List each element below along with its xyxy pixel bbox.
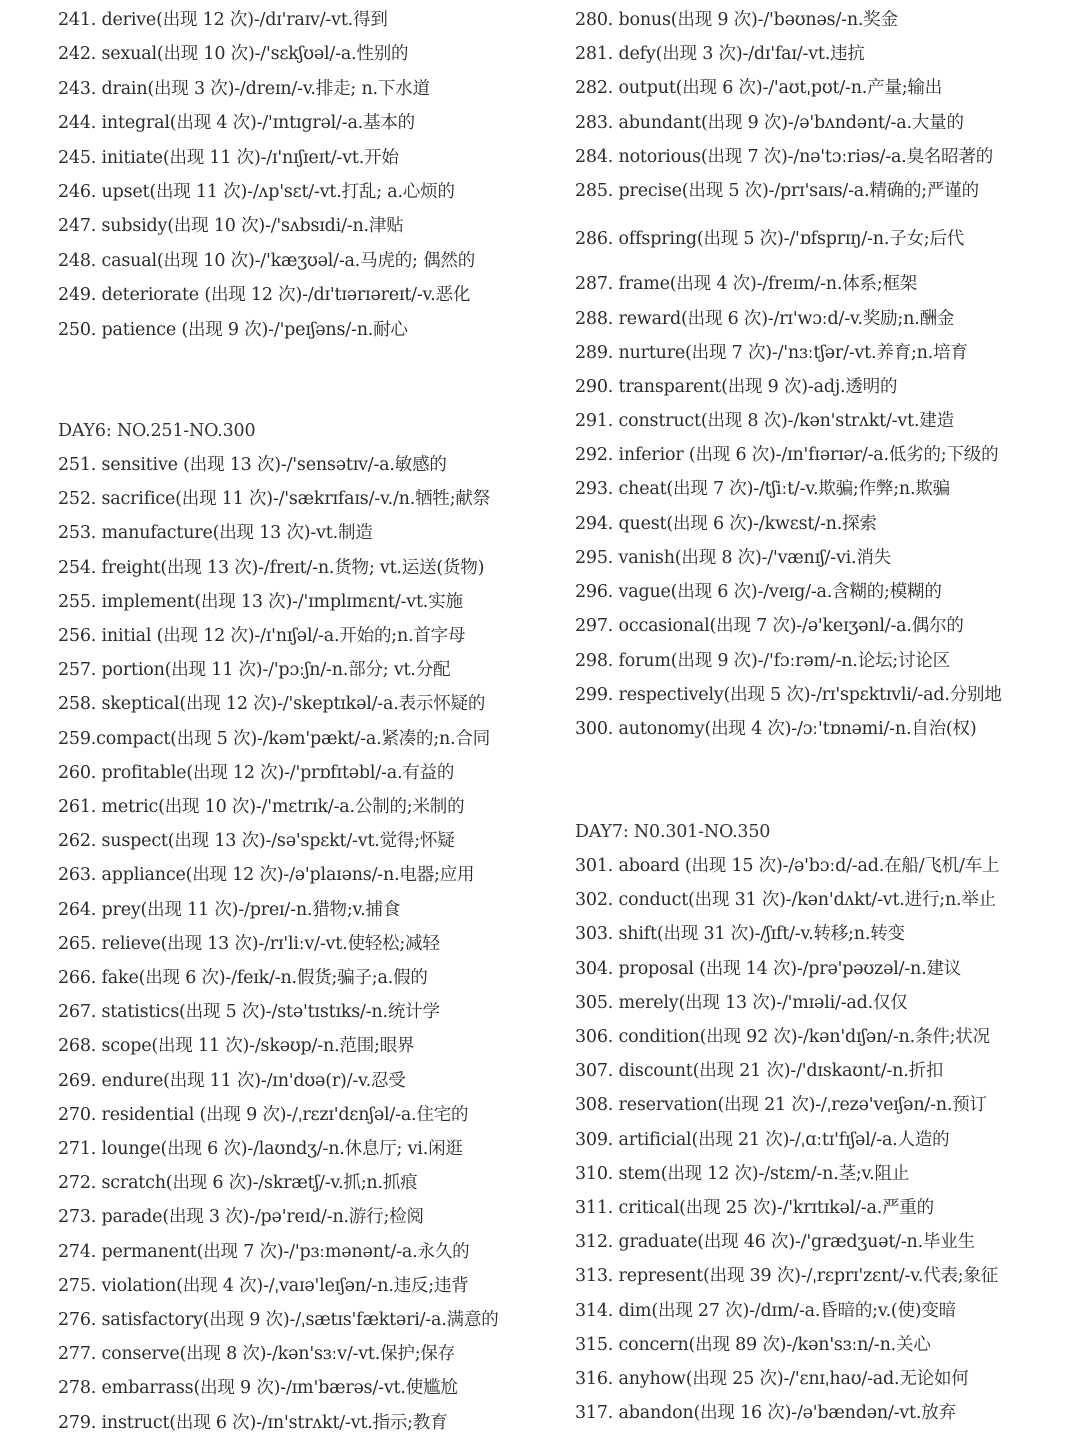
vocab-entry: 266. fake(出现 6 次)-/feɪk/-n.假货;骗子;a.假的 [58,968,428,988]
vocab-entry: 278. embarrass(出现 9 次)-/ɪm'bærəs/-vt.使尴尬 [58,1378,458,1399]
vocab-entry: 286. offspring(出现 5 次)-/'ɒfsprɪŋ/-n.子女;后代 [575,229,965,249]
vocab-entry: 271. lounge(出现 6 次)-/laʊndʒ/-n.休息厅; vi.闲逛 [58,1139,463,1159]
vocab-entry: 287. frame(出现 4 次)-/freɪm/-n.体系;框架 [575,274,918,294]
vocab-entry: 292. inferior (出现 6 次)-/ɪn'fɪərɪər/-a.低劣的;下级的 [575,445,999,465]
vocab-entry: 316. anyhow(出现 25 次)-/'εnɪˌhaʊ/-ad.无论如何 [575,1369,969,1389]
vocab-entry: 255. implement(出现 13 次)-/'ɪmplɪmεnt/-vt.实施 [58,591,463,612]
vocab-entry: 293. cheat(出现 7 次)-/tʃiːt/-v.欺骗;作弊;n.欺骗 [575,479,950,499]
vocab-entry: 290. transparent(出现 9 次)-adj.透明的 [575,377,898,397]
vocab-entry: 279. instruct(出现 6 次)-/ɪn'strʌkt/-vt.指示;教育 [58,1412,448,1433]
vocab-entry: 263. appliance(出现 12 次)-/ə'plaɪəns/-n.电器;应用 [58,865,475,886]
vocab-entry: 311. critical(出现 25 次)-/'krɪtɪkəl/-a.严重的 [575,1198,934,1218]
vocab-entry: 273. parade(出现 3 次)-/pə'reɪd/-n.游行;检阅 [58,1207,424,1228]
vocab-entry: 246. upset(出现 11 次)-/ʌp'sεt/-vt.打乱; a.心烦的 [58,182,455,202]
vocab-entry: 309. artificial(出现 21 次)-/ˌɑːtɪ'fɪʃəl/-a.人造的 [575,1129,950,1150]
vocab-entry: 267. statistics(出现 5 次)-/stə'tɪstɪks/-n.统计学 [58,1002,440,1023]
vocab-entry: 284. notorious(出现 7 次)-/nə'tɔːriəs/-a.臭名昭著的 [575,147,994,167]
vocab-entry: 250. patience (出现 9 次)-/'peɪʃəns/-n.耐心 [58,319,408,340]
vocab-entry: 282. output(出现 6 次)-/'aʊtˌpʊt/-n.产量;输出 [575,78,943,98]
vocab-entry: 312. graduate(出现 46 次)-/'grædʒuət/-n.毕业生 [575,1232,975,1253]
vocab-entry: 308. reservation(出现 21 次)-/ˌrezə'veɪʃən/-n.预订 [575,1095,987,1116]
vocab-entry: 296. vague(出现 6 次)-/veɪg/-a.含糊的;模糊的 [575,582,942,602]
vocab-entry: 258. skeptical(出现 12 次)-/'skeptɪkəl/-a.表示怀疑的 [58,694,486,715]
vocab-entry: 249. deteriorate (出现 12 次)-/dɪ'tɪərɪəreɪt/-v.恶化 [58,285,471,306]
vocab-entry: 264. prey(出现 11 次)-/preɪ/-n.猎物;v.捕食 [58,899,401,920]
vocab-entry: 268. scope(出现 11 次)-/skəʊp/-n.范围;眼界 [58,1036,415,1057]
vocab-entry: 272. scratch(出现 6 次)-/skrætʃ/-v.抓;n.抓痕 [58,1173,418,1194]
day6-heading: DAY6: NO.251-NO.300 [58,421,256,441]
vocab-entry: 243. drain(出现 3 次)-/dreɪn/-v.排走; n.下水道 [58,78,430,99]
vocab-entry: 295. vanish(出现 8 次)-/'vænɪʃ/-vi.消失 [575,548,892,568]
vocab-entry: 254. freight(出现 13 次)-/freɪt/-n.货物; vt.运送(货物) [58,557,485,578]
vocab-entry: 283. abundant(出现 9 次)-/ə'bʌndənt/-a.大量的 [575,113,964,133]
vocab-entry: 300. autonomy(出现 4 次)-/ɔː'tɒnəmi/-n.自治(权) [575,719,977,739]
vocab-entry: 307. discount(出现 21 次)-/'dɪskaʊnt/-n.折扣 [575,1061,944,1082]
vocab-entry: 261. metric(出现 10 次)-/'mεtrɪk/-a.公制的;米制的 [58,797,465,817]
vocab-entry: 288. reward(出现 6 次)-/rɪ'wɔːd/-v.奖励;n.酬金 [575,309,955,329]
vocab-entry: 274. permanent(出现 7 次)-/'pɜːmənənt/-a.永久的 [58,1241,470,1262]
vocab-entry: 244. integral(出现 4 次)-/'ɪntɪgrəl/-a.基本的 [58,113,415,134]
vocab-entry: 277. conserve(出现 8 次)-/kən'sɜːv/-vt.保护;保存 [58,1344,455,1365]
vocab-entry: 281. defy(出现 3 次)-/dɪ'faɪ/-vt.违抗 [575,44,865,64]
vocab-entry: 305. merely(出现 13 次)-/'mɪəli/-ad.仅仅 [575,992,908,1013]
vocab-entry: 259.compact(出现 5 次)-/kəm'pækt/-a.紧凑的;n.合同 [58,728,491,749]
vocab-entry: 275. violation(出现 4 次)-/ˌvaɪə'leɪʃən/-n.违反;违背 [58,1275,469,1296]
vocab-entry: 276. satisfactory(出现 9 次)-/ˌsætɪs'fæktəri/-a.满意的 [58,1310,499,1330]
vocab-entry: 251. sensitive (出现 13 次)-/'sensətɪv/-a.敏感的 [58,455,447,475]
vocab-entry: 262. suspect(出现 13 次)-/sə'spεkt/-vt.觉得;怀疑 [58,831,455,852]
vocab-entry: 297. occasional(出现 7 次)-/ə'keɪʒənl/-a.偶尔的 [575,616,964,636]
vocab-entry: 260. profitable(出现 12 次)-/'prɒfɪtəbl/-a.有益的 [58,762,455,783]
vocab-entry: 256. initial (出现 12 次)-/ɪ'nɪʃəl/-a.开始的;n.首字母 [58,626,466,646]
vocab-entry: 289. nurture(出现 7 次)-/'nɜːtʃər/-vt.养育;n.培育 [575,343,968,363]
vocab-entry: 242. sexual(出现 10 次)-/'sεkʃʊəl/-a.性别的 [58,44,409,65]
vocab-entry: 310. stem(出现 12 次)-/stεm/-n.茎;v.阻止 [575,1163,910,1184]
vocab-entry: 248. casual(出现 10 次)-/'kæʒʊəl/-a.马虎的; 偶然的 [58,250,476,271]
vocab-entry: 314. dim(出现 27 次)-/dɪm/-a.昏暗的;v.(使)变暗 [575,1300,957,1321]
vocab-entry: 253. manufacture(出现 13 次)-vt.制造 [58,523,373,544]
vocab-entry: 270. residential (出现 9 次)-/ˌrεzɪ'dεnʃəl/-a.住宅的 [58,1104,469,1125]
vocab-entry: 304. proposal (出现 14 次)-/prə'pəʊzəl/-n.建议 [575,958,962,979]
vocab-entry: 285. precise(出现 5 次)-/prɪ'saɪs/-a.精确的;严谨的 [575,181,979,201]
vocab-entry: 306. condition(出现 92 次)-/kən'dɪʃən/-n.条件;状况 [575,1027,990,1047]
vocab-entry: 315. concern(出现 89 次)-/kən'sɜːn/-n.关心 [575,1334,931,1355]
vocab-entry: 245. initiate(出现 11 次)-/ɪ'nɪʃɪeɪt/-vt.开始 [58,147,399,168]
vocab-entry: 294. quest(出现 6 次)-/kwεst/-n.探索 [575,514,877,534]
vocab-entry: 252. sacrifice(出现 11 次)-/'sækrɪfaɪs/-v./n.牺牲;献祭 [58,489,490,510]
vocab-entry: 280. bonus(出现 9 次)-/'bəʊnəs/-n.奖金 [575,10,898,30]
vocab-entry: 317. abandon(出现 16 次)-/ə'bændən/-vt.放弃 [575,1403,956,1424]
vocab-entry: 241. derive(出现 12 次)-/dɪ'raɪv/-vt.得到 [58,10,388,30]
vocab-entry: 257. portion(出现 11 次)-/'pɔːʃn/-n.部分; vt.分配 [58,660,451,681]
vocab-entry: 302. conduct(出现 31 次)-/kən'dʌkt/-vt.进行;n.举止 [575,890,996,911]
vocab-entry: 291. construct(出现 8 次)-/kən'strʌkt/-vt.建造 [575,411,954,431]
vocab-entry: 247. subsidy(出现 10 次)-/'sʌbsɪdi/-n.津贴 [58,216,404,237]
vocab-entry: 299. respectively(出现 5 次)-/rɪ'spεktɪvli/-ad.分别地 [575,685,1002,705]
vocab-entry: 269. endure(出现 11 次)-/ɪn'dʊə(r)/-v.忍受 [58,1070,406,1091]
vocab-entry: 298. forum(出现 9 次)-/'fɔːrəm/-n.论坛;讨论区 [575,651,950,671]
day7-heading: DAY7: N0.301-NO.350 [575,822,771,842]
vocab-entry: 301. aboard (出现 15 次)-/ə'bɔːd/-ad.在船/飞机/车上 [575,856,1000,876]
vocab-entry: 265. relieve(出现 13 次)-/rɪ'liːv/-vt.使轻松;减轻 [58,933,440,954]
vocab-entry: 313. represent(出现 39 次)-/ˌrεprɪ'zεnt/-v.代表;象征 [575,1266,999,1287]
vocab-entry: 303. shift(出现 31 次)-/ʃɪft/-v.转移;n.转变 [575,924,905,945]
